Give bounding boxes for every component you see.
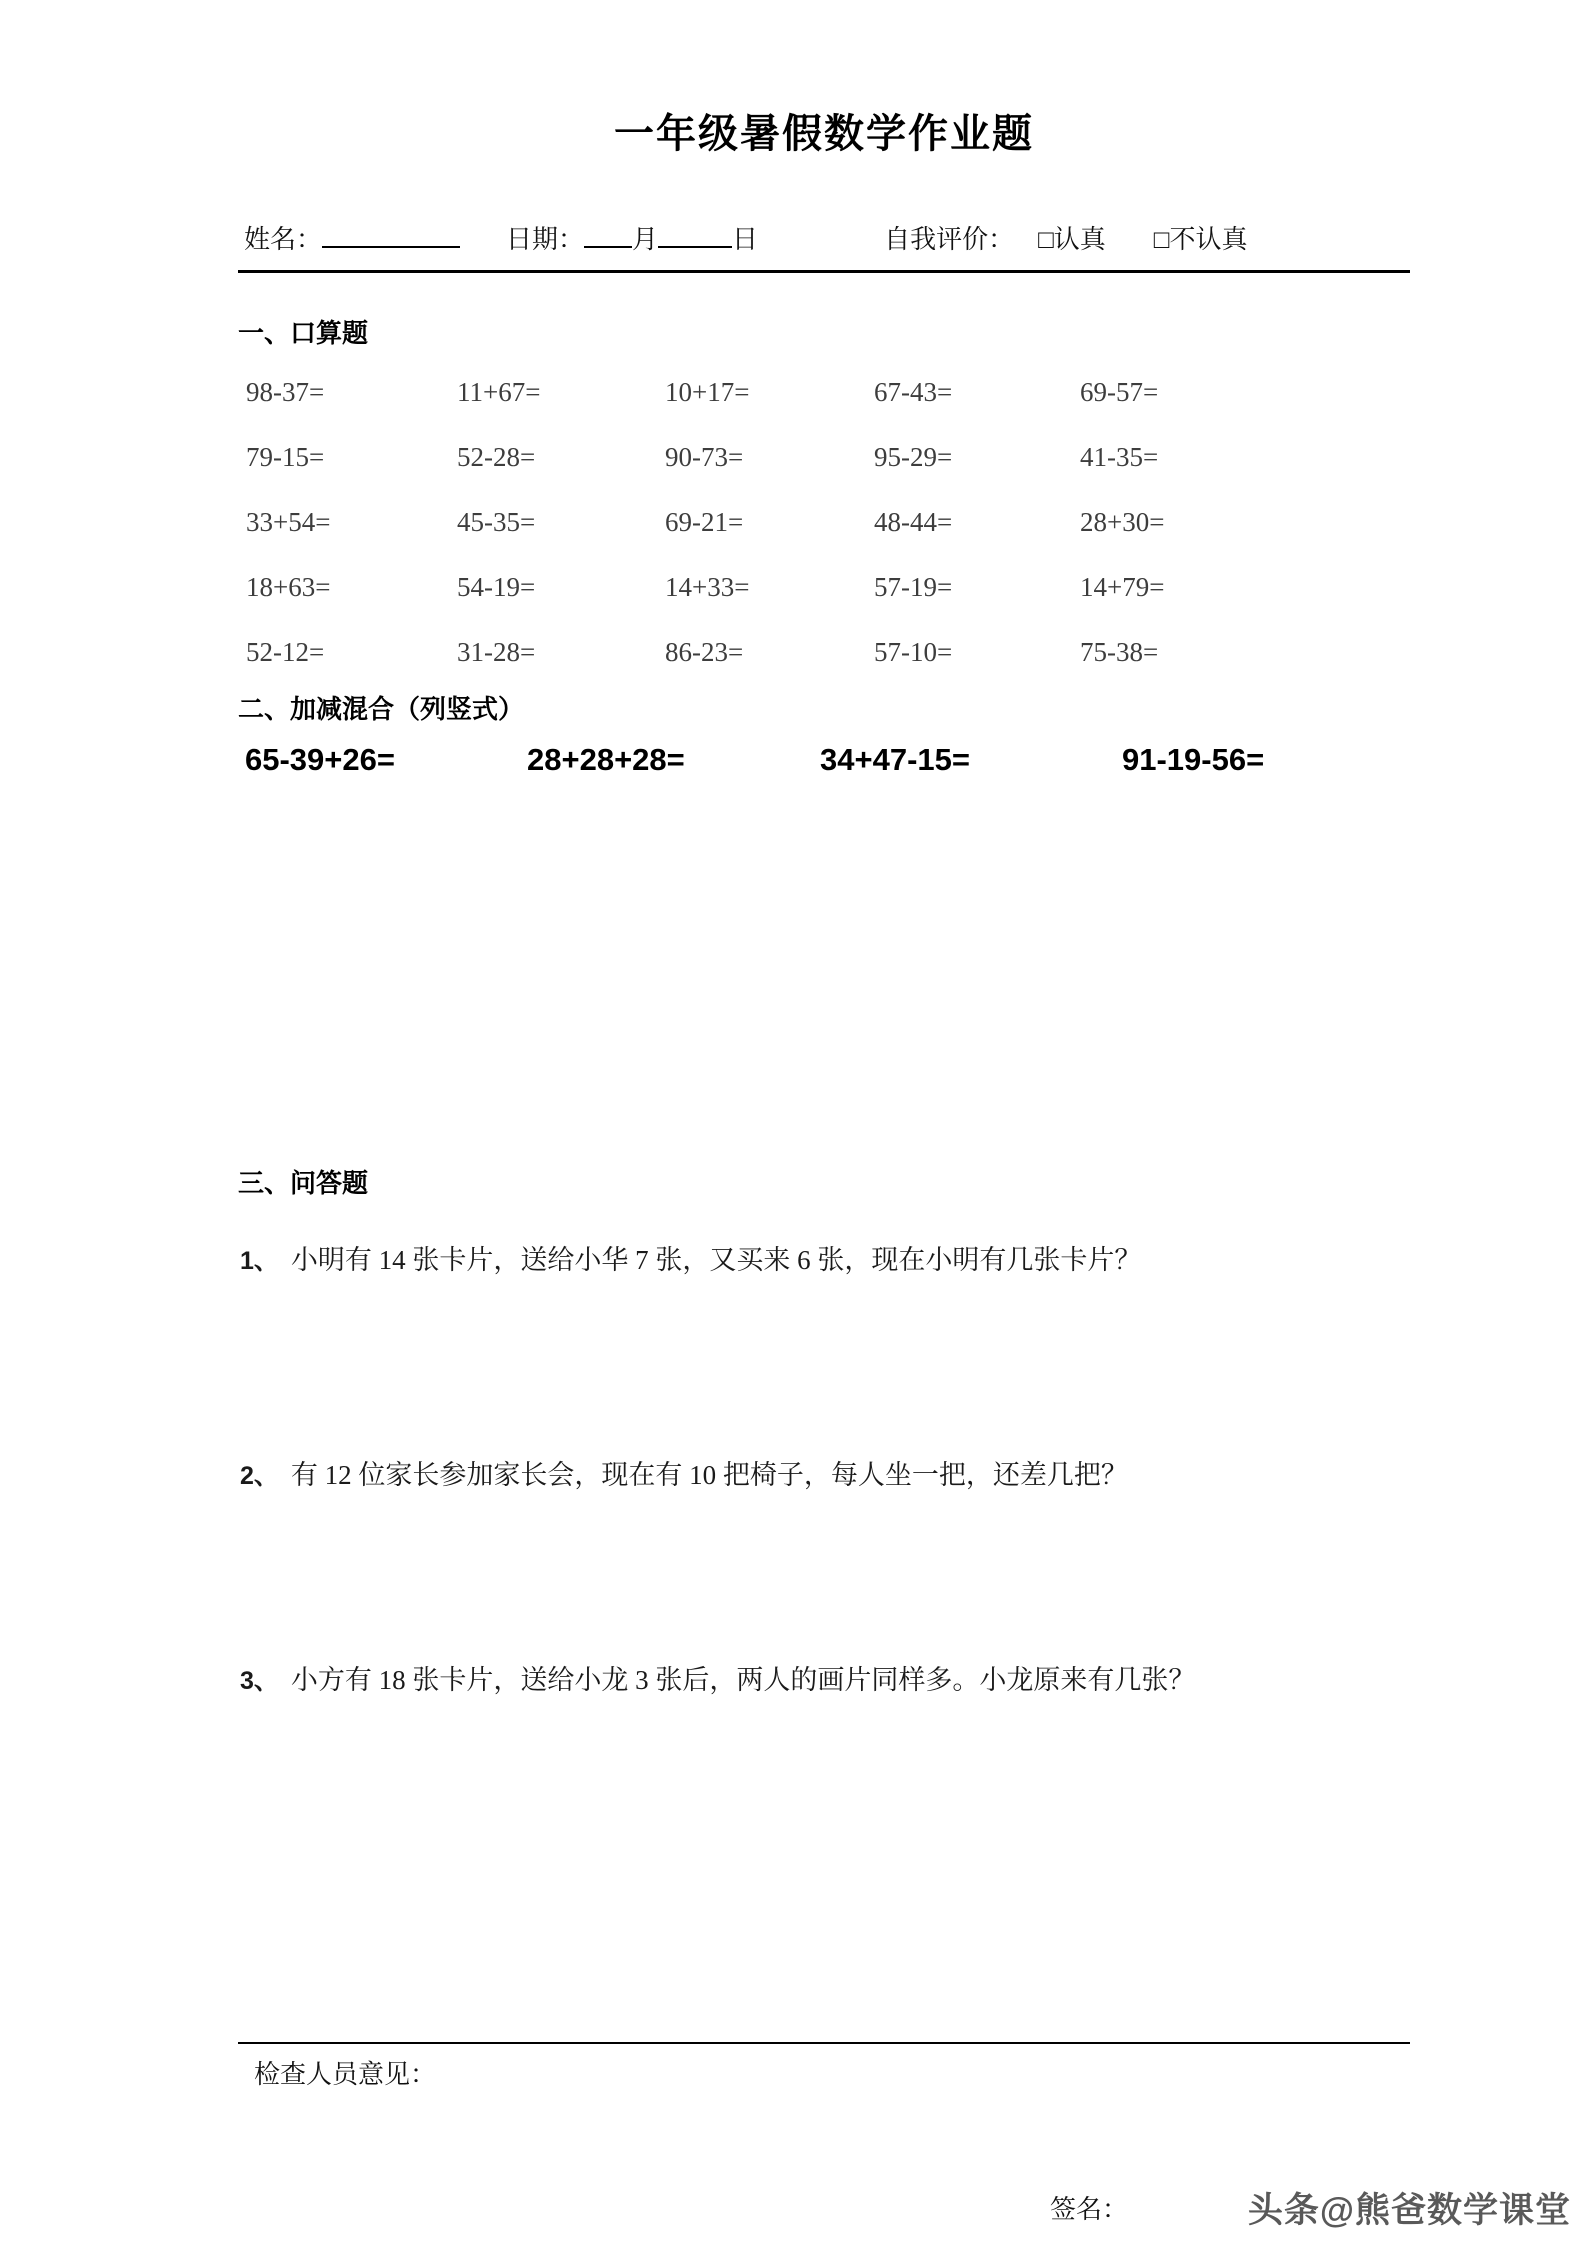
question-number: 3、 xyxy=(240,1667,279,1695)
section-qa-heading: 三、问答题 xyxy=(238,1169,369,1198)
math-problem: 57-10= xyxy=(874,637,953,667)
mixed-problem: 34+47-15= xyxy=(820,742,970,777)
section-mixed-heading: 二、加减混合（列竖式） xyxy=(238,695,525,724)
section-oral-heading: 一、口算题 xyxy=(238,319,369,348)
content-area xyxy=(238,0,1410,2226)
name-label: 姓名： xyxy=(244,225,323,254)
math-problem: 86-23= xyxy=(665,637,744,667)
question-item xyxy=(238,1453,1410,1492)
self-eval-label: 自我评价： xyxy=(884,225,1015,254)
checkbox-serious: □认真 xyxy=(1038,225,1106,254)
math-problem: 14+33= xyxy=(665,572,750,602)
math-problem: 79-15= xyxy=(246,442,325,472)
math-problem: 10+17= xyxy=(665,377,750,407)
question-number: 1、 xyxy=(240,1247,279,1275)
math-problem: 18+63= xyxy=(246,572,331,602)
math-problem: 67-43= xyxy=(874,377,953,407)
header-row xyxy=(238,219,1410,256)
math-problem: 90-73= xyxy=(665,442,744,472)
name-blank-line xyxy=(322,220,460,248)
month-blank-line xyxy=(584,220,632,248)
footer-divider xyxy=(238,2042,1410,2044)
math-problem: 98-37= xyxy=(246,377,325,407)
question-text: 小明有 14 张卡片，送给小华 7 张，又买来 6 张，现在小明有几张卡片？ xyxy=(290,1245,1142,1275)
math-problem: 52-28= xyxy=(457,442,536,472)
math-problem: 75-38= xyxy=(1080,637,1159,667)
math-problem: 69-21= xyxy=(665,507,744,537)
mixed-problem: 28+28+28= xyxy=(527,742,685,777)
math-problem: 48-44= xyxy=(874,507,953,537)
month-label: 月 xyxy=(632,225,659,254)
math-problem: 11+67= xyxy=(457,377,541,407)
math-problem: 69-57= xyxy=(1080,377,1159,407)
mixed-problems-row xyxy=(238,742,1410,778)
question-item xyxy=(238,1658,1410,1697)
math-problem: 14+79= xyxy=(1080,572,1165,602)
math-problem: 41-35= xyxy=(1080,442,1159,472)
date-label: 日期： xyxy=(506,225,585,254)
question-text: 小方有 18 张卡片，送给小龙 3 张后，两人的画片同样多。小龙原来有几张？ xyxy=(290,1665,1196,1695)
header-divider xyxy=(238,270,1410,273)
inspector-label: 检查人员意见： xyxy=(254,2060,437,2089)
day-blank-line xyxy=(658,220,732,248)
math-problem: 31-28= xyxy=(457,637,536,667)
math-problem: 54-19= xyxy=(457,572,536,602)
question-number: 2、 xyxy=(240,1462,279,1490)
math-problem: 57-19= xyxy=(874,572,953,602)
page-title: 一年级暑假数学作业题 xyxy=(614,111,1034,156)
checkbox-not-serious: □不认真 xyxy=(1153,225,1248,254)
math-problem: 52-12= xyxy=(246,637,325,667)
math-problem: 33+54= xyxy=(246,507,331,537)
oral-problems-grid xyxy=(238,360,1410,685)
watermark: 头条@熊爸数学课堂 xyxy=(1247,2191,1571,2230)
math-problem: 28+30= xyxy=(1080,507,1165,537)
mixed-problem: 65-39+26= xyxy=(245,742,395,777)
question-text: 有 12 位家长参加家长会，现在有 10 把椅子，每人坐一把，还差几把？ xyxy=(290,1460,1128,1490)
mixed-problem: 91-19-56= xyxy=(1122,742,1265,777)
math-problem: 95-29= xyxy=(874,442,953,472)
question-item xyxy=(238,1238,1410,1277)
math-problem: 45-35= xyxy=(457,507,536,537)
signature-label: 签名： xyxy=(1050,2195,1129,2224)
day-label: 日 xyxy=(732,225,759,254)
